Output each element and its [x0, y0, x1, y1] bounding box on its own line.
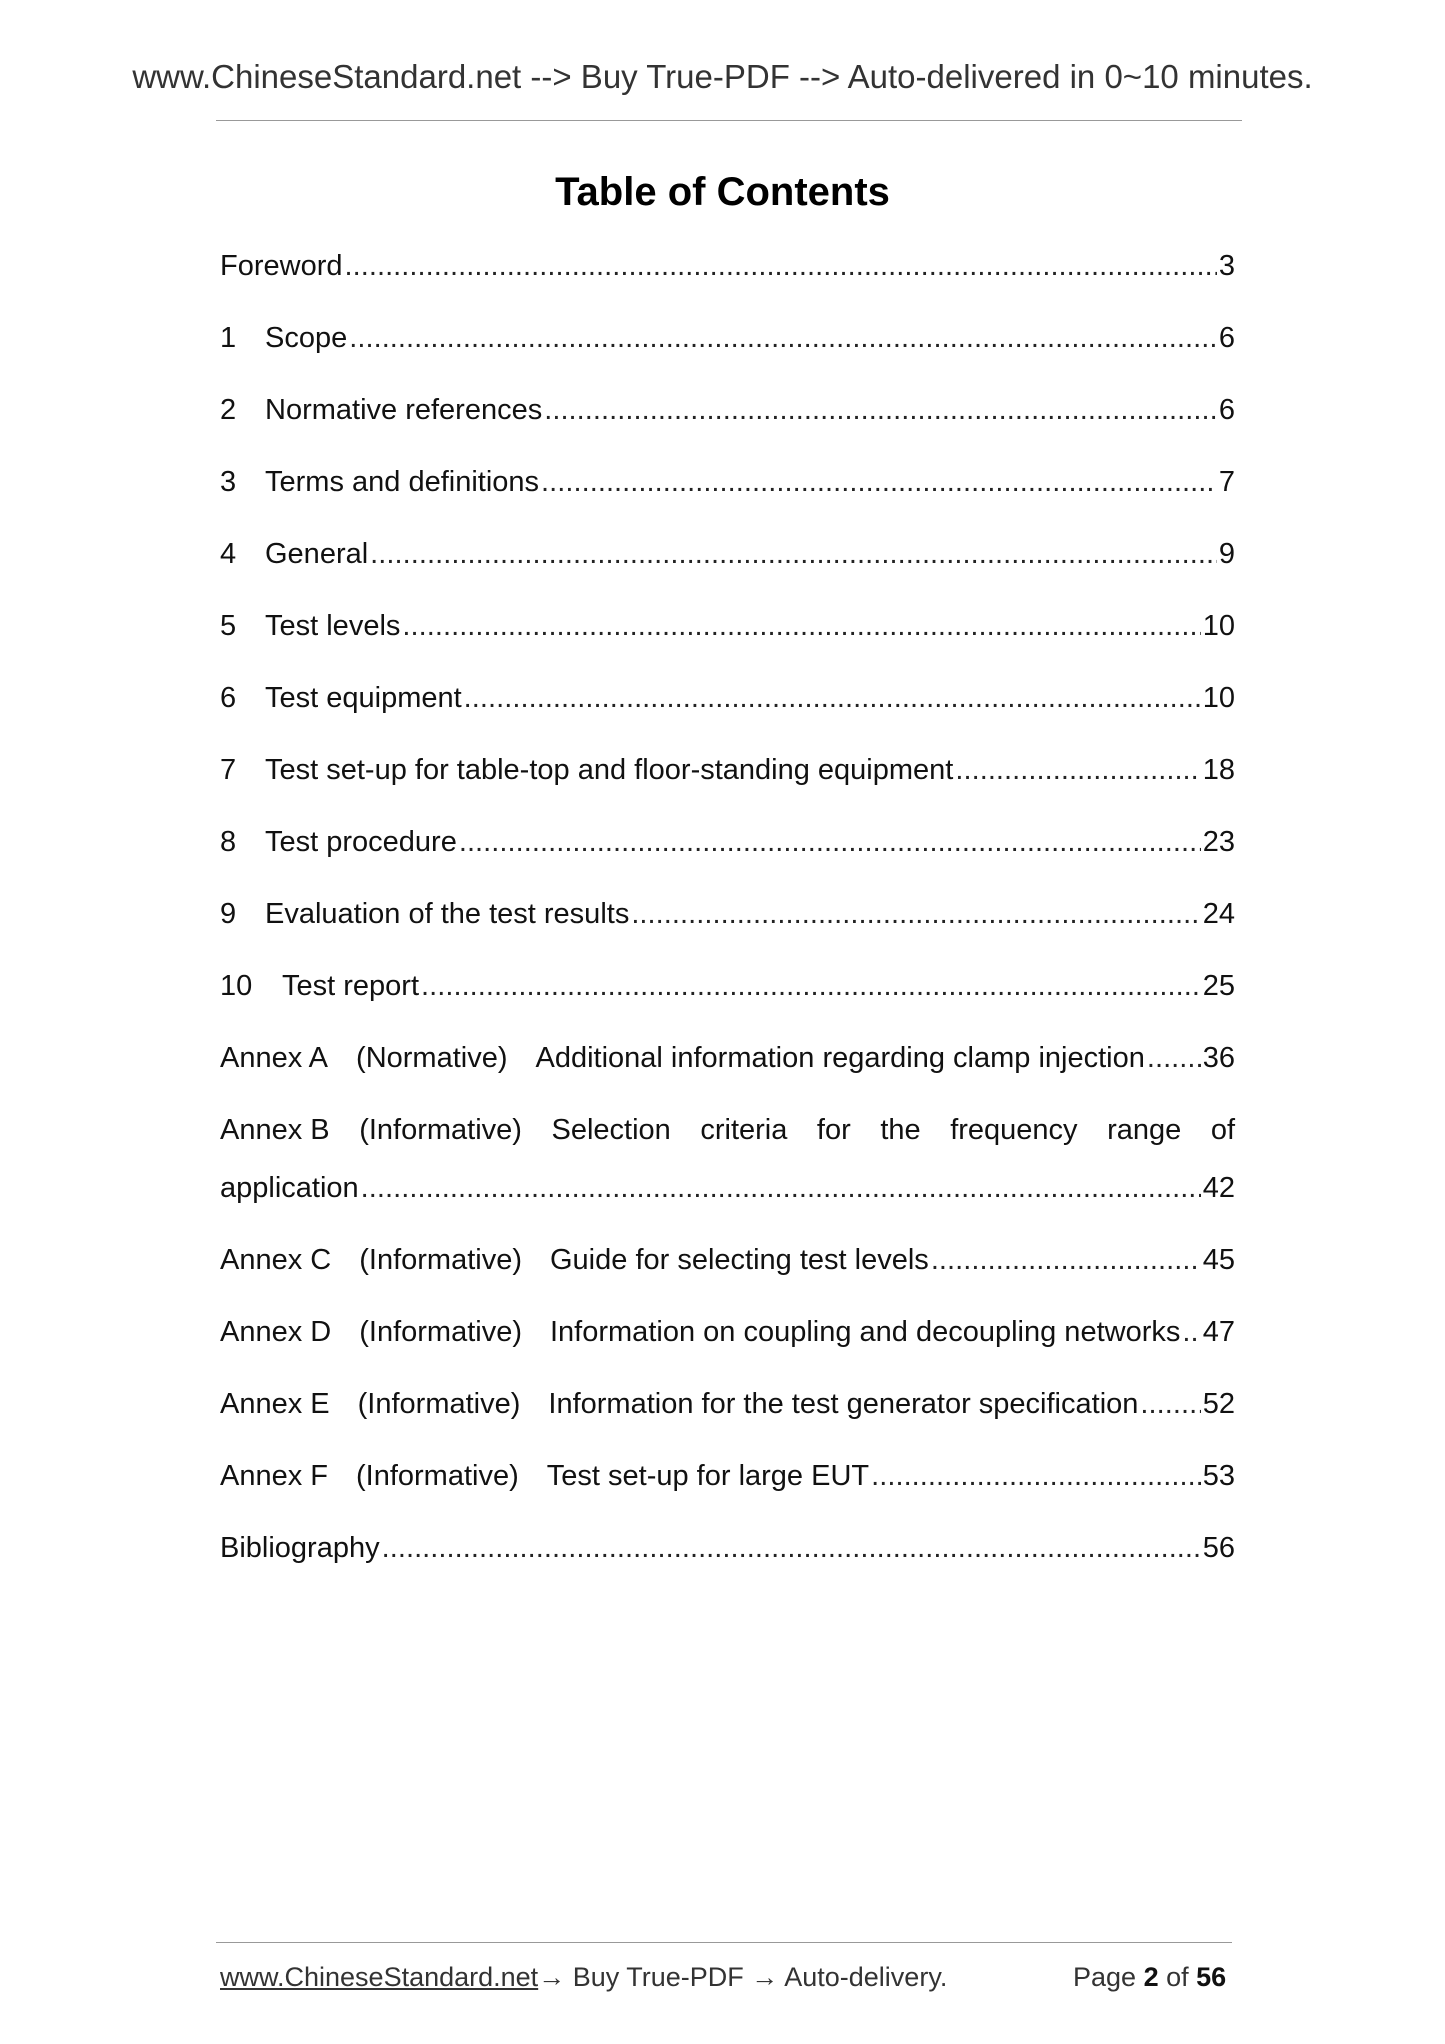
dot-leader — [631, 898, 1200, 931]
toc-page-number: 6 — [1218, 394, 1235, 426]
toc-annex-kind: (Informative) — [359, 1114, 522, 1146]
toc-entry-annex-f[interactable] — [220, 1460, 1235, 1532]
toc-entry-test-procedure[interactable] — [220, 826, 1235, 898]
toc-entry-number: 3 — [220, 466, 237, 498]
toc-page-number: 6 — [1218, 322, 1235, 354]
toc-page-number: 10 — [1202, 682, 1235, 714]
table-of-contents — [220, 250, 1235, 1604]
toc-page-number: 52 — [1202, 1388, 1235, 1420]
toc-annex-label: Annex F — [220, 1460, 328, 1492]
toc-entry-terms[interactable] — [220, 466, 1235, 538]
toc-page-number: 56 — [1202, 1532, 1235, 1564]
toc-entry-title: Bibliography — [220, 1532, 380, 1564]
toc-entry-evaluation[interactable] — [220, 898, 1235, 970]
toc-page-number: 18 — [1202, 754, 1235, 786]
toc-entry-title: Scope — [265, 322, 348, 354]
footer-delivery-text: Auto-delivery. — [778, 1962, 948, 1992]
toc-entry-annex-b[interactable] — [220, 1114, 1235, 1244]
toc-page-number: 10 — [1202, 610, 1235, 642]
toc-entry-title: Additional information regarding clamp injection — [535, 1042, 1145, 1074]
dot-leader — [459, 826, 1201, 859]
dot-leader — [361, 1172, 1201, 1205]
dot-leader — [349, 322, 1217, 355]
toc-entry-number: 5 — [220, 610, 237, 642]
toc-page-number: 24 — [1202, 898, 1235, 930]
dot-leader — [345, 250, 1217, 283]
page-of: of — [1158, 1962, 1197, 1992]
dot-leader — [931, 1244, 1201, 1277]
toc-page-number: 9 — [1218, 538, 1235, 570]
toc-page-number: 53 — [1202, 1460, 1235, 1492]
toc-entry-scope[interactable] — [220, 322, 1235, 394]
toc-entry-title: Terms and definitions — [265, 466, 540, 498]
toc-entry-number: 7 — [220, 754, 237, 786]
dot-leader — [871, 1460, 1201, 1493]
toc-annex-b-second-line — [220, 1172, 1235, 1244]
toc-entry-title: General — [265, 538, 369, 570]
toc-entry-title: Guide for selecting test levels — [550, 1244, 929, 1276]
toc-word: range — [1107, 1114, 1182, 1146]
page-title: Table of Contents — [555, 170, 890, 214]
toc-word: of — [1210, 1114, 1235, 1146]
toc-entry-general[interactable] — [220, 538, 1235, 610]
toc-entry-annex-a[interactable] — [220, 1042, 1235, 1114]
dot-leader — [421, 970, 1201, 1003]
footer-site-link[interactable]: www.ChineseStandard.net — [220, 1962, 539, 1992]
toc-page-number: 36 — [1202, 1042, 1235, 1074]
toc-page-number: 25 — [1202, 970, 1235, 1002]
toc-annex-label: Annex C — [220, 1244, 332, 1276]
toc-annex-label: Annex D — [220, 1316, 332, 1348]
toc-entry-title: Information for the test generator specification — [548, 1388, 1139, 1420]
toc-annex-b-first-line — [220, 1114, 1235, 1172]
toc-word: Selection — [551, 1114, 671, 1146]
toc-entry-test-levels[interactable] — [220, 610, 1235, 682]
top-banner: www.ChineseStandard.net --> Buy True-PDF --> Auto-delivered in 0~10 minutes. — [132, 58, 1313, 95]
toc-page-number: 23 — [1202, 826, 1235, 858]
arrow-right-icon: → — [751, 1962, 779, 1992]
toc-page-number: 42 — [1202, 1172, 1235, 1204]
toc-entry-annex-d[interactable] — [220, 1316, 1235, 1388]
page-prefix: Page — [1073, 1962, 1144, 1992]
toc-entry-test-report[interactable] — [220, 970, 1235, 1042]
dot-leader — [544, 394, 1217, 427]
toc-entry-title: Foreword — [220, 250, 343, 282]
toc-word: frequency — [950, 1114, 1078, 1146]
toc-entry-title: Normative references — [265, 394, 543, 426]
toc-page-number: 7 — [1218, 466, 1235, 498]
toc-annex-label: Annex E — [220, 1388, 330, 1420]
toc-entry-title: Test report — [282, 970, 419, 1002]
toc-word: for — [816, 1114, 851, 1146]
toc-annex-label: Annex A — [220, 1042, 329, 1074]
header-divider — [216, 120, 1242, 121]
arrow-right-icon: → — [538, 1962, 566, 1992]
toc-entry-annex-e[interactable] — [220, 1388, 1235, 1460]
toc-entry-number: 10 — [220, 970, 253, 1002]
toc-entry-title: Information on coupling and decoupling networks — [550, 1316, 1181, 1348]
toc-entry-number: 1 — [220, 322, 237, 354]
toc-entry-number: 2 — [220, 394, 237, 426]
toc-entry-title-continued: application — [220, 1172, 359, 1204]
toc-page-number: 45 — [1202, 1244, 1235, 1276]
toc-annex-kind: (Normative) — [356, 1042, 508, 1074]
dot-leader — [464, 682, 1201, 715]
dot-leader — [382, 1532, 1201, 1565]
page-indicator — [1073, 1962, 1226, 1993]
toc-annex-kind: (Informative) — [356, 1460, 519, 1492]
dot-leader — [1140, 1388, 1200, 1421]
toc-entry-normative-references[interactable] — [220, 394, 1235, 466]
toc-entry-bibliography[interactable] — [220, 1532, 1235, 1604]
toc-page-number: 47 — [1202, 1316, 1235, 1348]
toc-entry-title: Test levels — [265, 610, 401, 642]
toc-entry-number: 9 — [220, 898, 237, 930]
toc-entry-title: Test set-up for table-top and floor-standing equipment — [265, 754, 954, 786]
toc-entry-number: 6 — [220, 682, 237, 714]
toc-entry-test-setup[interactable] — [220, 754, 1235, 826]
toc-annex-label: Annex B — [220, 1114, 330, 1146]
toc-entry-number: 4 — [220, 538, 237, 570]
toc-annex-kind: (Informative) — [359, 1316, 522, 1348]
footer-links — [220, 1962, 947, 1993]
dot-leader — [1147, 1042, 1201, 1075]
toc-entry-test-equipment[interactable] — [220, 682, 1235, 754]
footer-divider — [216, 1942, 1232, 1943]
toc-entry-title: Test equipment — [265, 682, 462, 714]
toc-annex-kind: (Informative) — [359, 1244, 522, 1276]
dot-leader — [955, 754, 1200, 787]
toc-word: the — [880, 1114, 921, 1146]
current-page: 2 — [1143, 1962, 1159, 1992]
dot-leader — [402, 610, 1200, 643]
dot-leader — [370, 538, 1217, 571]
toc-annex-kind: (Informative) — [357, 1388, 521, 1420]
toc-entry-title: Test procedure — [265, 826, 457, 858]
dot-leader — [1182, 1316, 1200, 1349]
dot-leader — [541, 466, 1217, 499]
toc-entry-title: Evaluation of the test results — [265, 898, 630, 930]
toc-entry-annex-c[interactable] — [220, 1244, 1235, 1316]
toc-page-number: 3 — [1218, 250, 1235, 282]
toc-entry-title: Test set-up for large EUT — [546, 1460, 870, 1492]
footer-buy-text: Buy True-PDF — [565, 1962, 752, 1992]
toc-word: criteria — [700, 1114, 788, 1146]
toc-entry-number: 8 — [220, 826, 237, 858]
toc-entry-foreword[interactable] — [220, 250, 1235, 322]
total-pages: 56 — [1196, 1962, 1227, 1992]
